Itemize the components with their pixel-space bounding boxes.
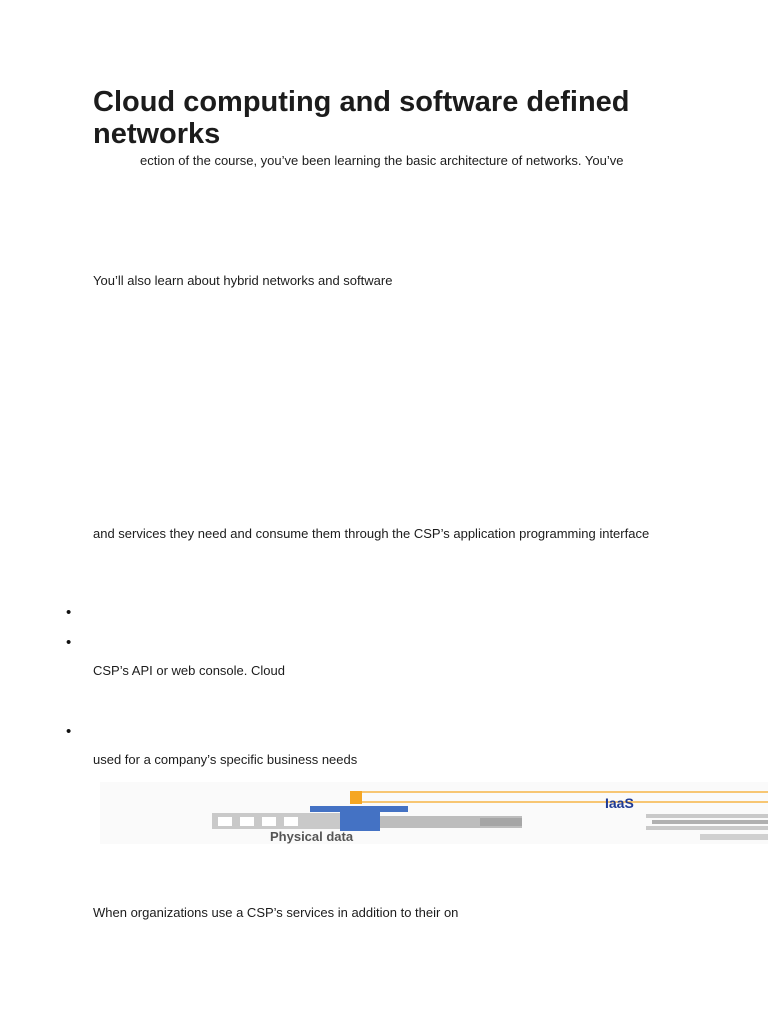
bullet-1: •: [66, 604, 72, 621]
paragraph-hybrid: You’ll also learn about hybrid networks and software: [93, 273, 393, 288]
cloud-diagram: [100, 782, 768, 844]
paragraph-intro: ection of the course, you’ve been learning the basic architecture of networks. You’ve: [140, 153, 624, 168]
paragraph-hybrid-services: When organizations use a CSP’s services in addition to their on: [93, 905, 459, 920]
paragraph-api: CSP’s API or web console. Cloud: [93, 663, 285, 678]
blue-block: [340, 811, 380, 831]
bullet-2: •: [66, 634, 72, 651]
orange-marker: [350, 791, 362, 804]
label-iaas: IaaS: [605, 795, 634, 811]
page-title: Cloud computing and software defined networks: [93, 86, 630, 150]
cloud-diagram-figure: [100, 782, 768, 844]
label-physical-data: Physical data: [270, 829, 354, 844]
paragraph-business: used for a company’s specific business needs: [93, 752, 358, 767]
bullet-3: •: [66, 723, 72, 740]
paragraph-services: and services they need and consume them through the CSP’s application programming interface: [93, 526, 650, 541]
